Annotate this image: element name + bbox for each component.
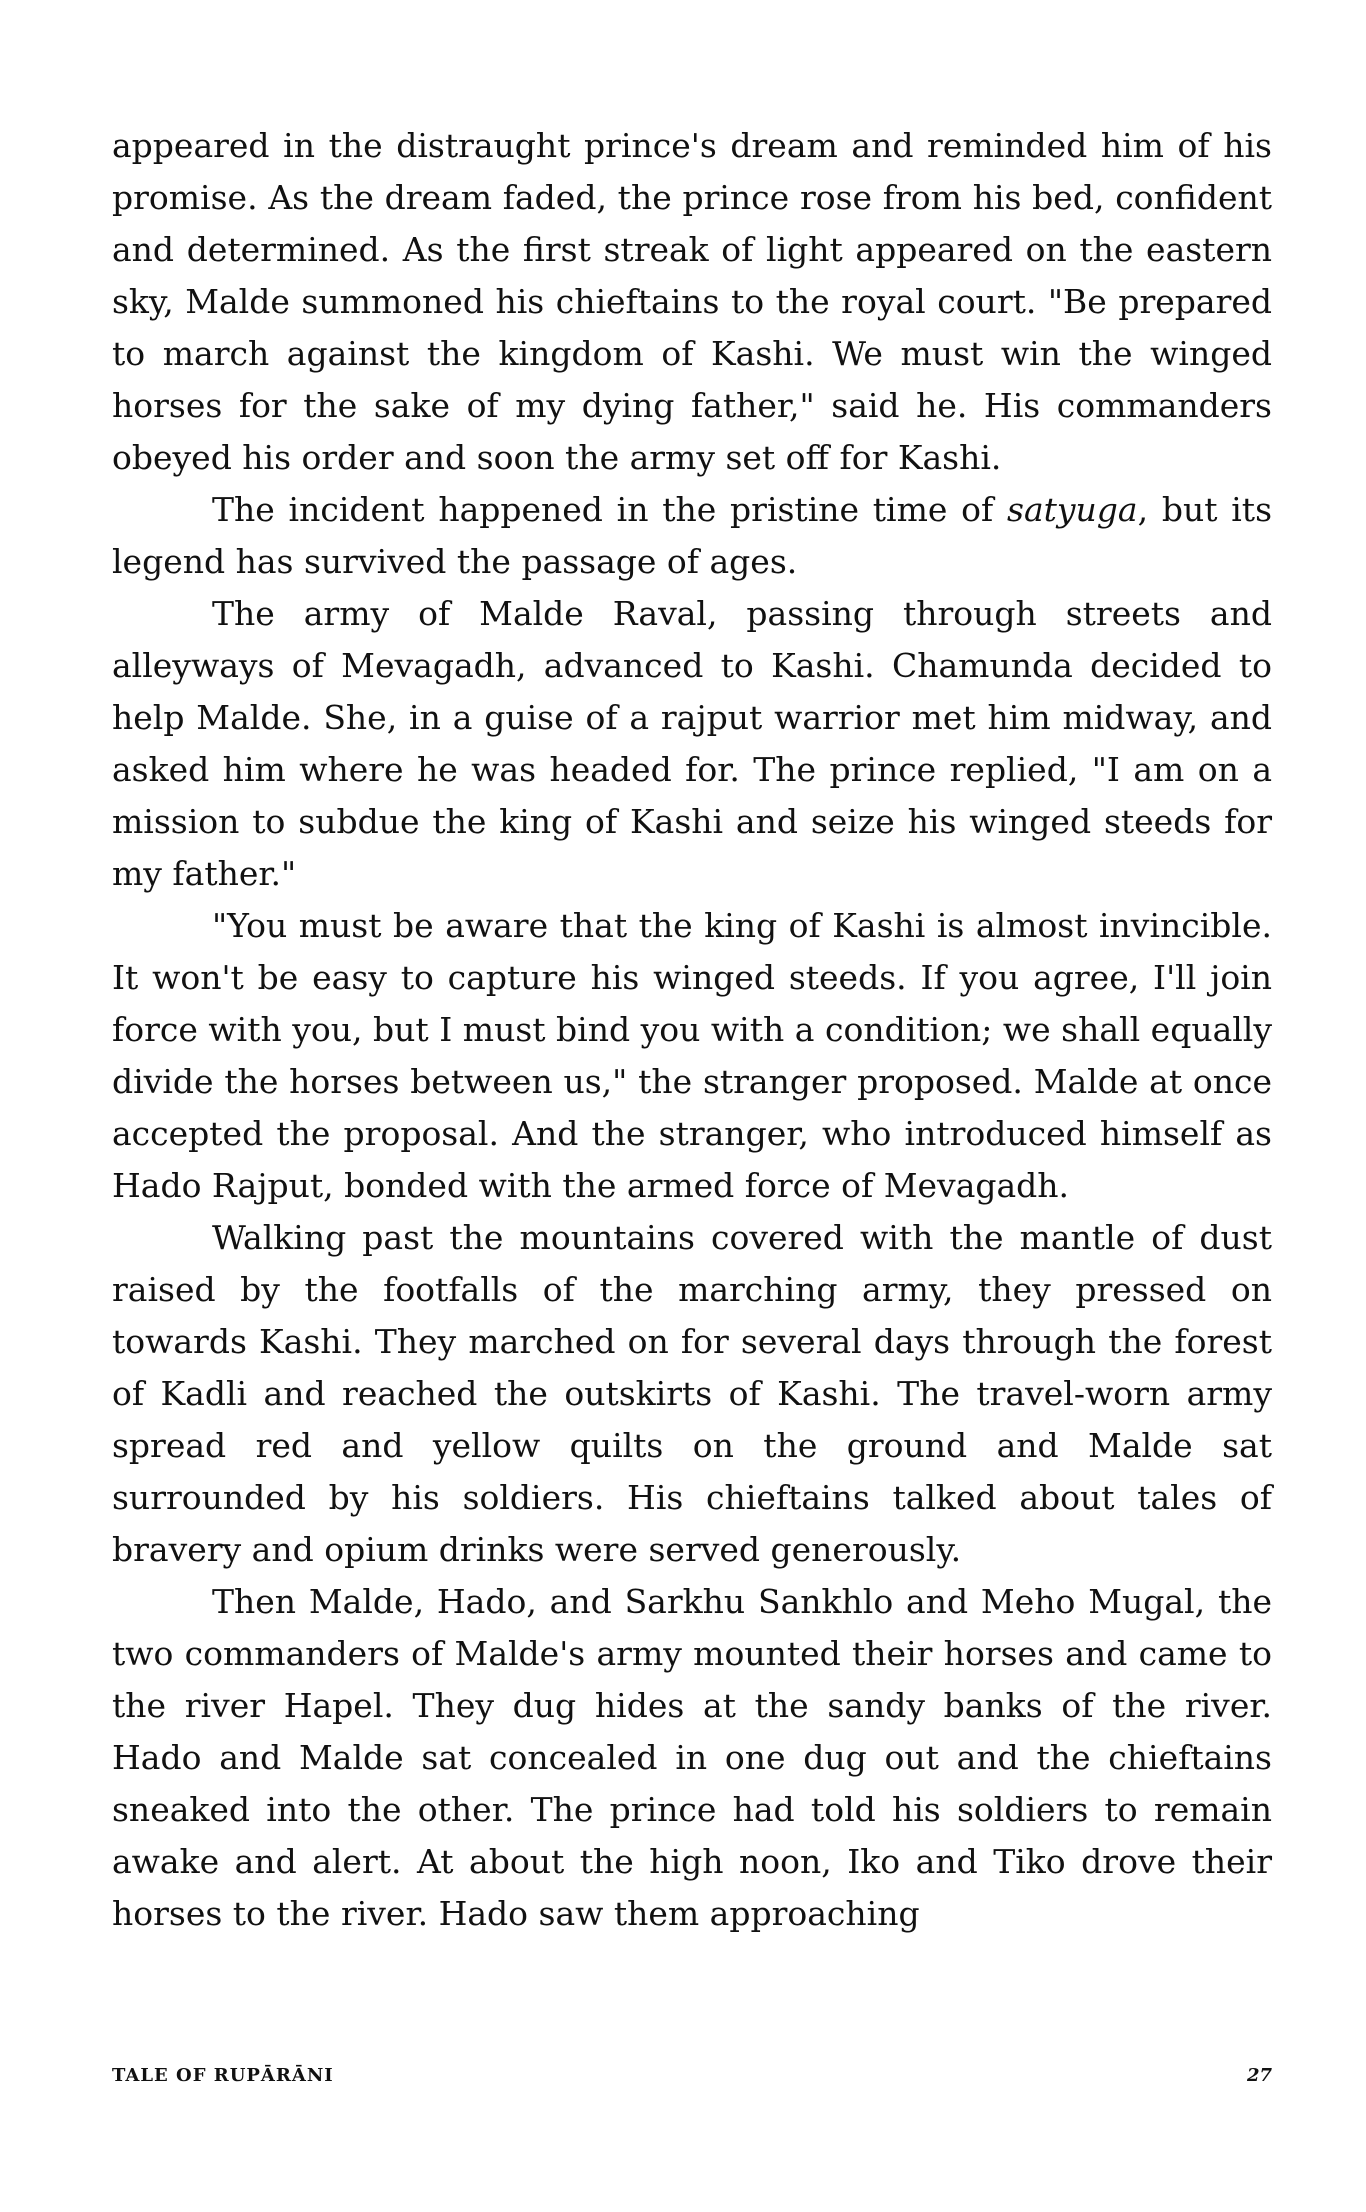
paragraph-4: "You must be aware that the king of Kashi is almost invincible. It won't be easy to capture his winged steeds. If you agree, I'll join force with you, but I must bind you with a condition; we shall equally divide the horses between us," the stranger proposed. Malde at once accepted the proposal. And the stranger, who introduced himself as Hado Rajput, bonded with the armed force of Mevagadh. (112, 906, 1272, 1205)
paragraph-2-text-after: , but its legend has survived the passage of ages. (112, 490, 1272, 581)
paragraph-5: Walking past the mountains covered with the mantle of dust raised by the footfalls of the marching army, they pressed on towards Kashi. They marched on for several days through the forest of Kadli and reached the outskirts of Kashi. The travel-worn army spread red and yellow quilts on the ground and Malde sat surrounded by his soldiers. His chieftains talked about tales of bravery and opium drinks were served generously. (112, 1218, 1272, 1569)
paragraph-2-italic-term: satyuga (1007, 490, 1138, 529)
running-footer-title: TALE OF RUPĀRĀNI (112, 2065, 334, 2086)
paragraph-2-text-before: The incident happened in the pristine time of (212, 490, 1008, 529)
paragraph-1: appeared in the distraught prince's dream and reminded him of his promise. As the dream faded, the prince rose from his bed, confident and determined. As the first streak of light appeared on the eastern sky, Malde summoned his chieftains to the royal court. "Be prepared to march against the kingdom of Kashi. We must win the winged horses for the sake of my dying father," said he. His commanders obeyed his order and soon the army set off for Kashi. (112, 126, 1272, 477)
page-footer (112, 2065, 1272, 2086)
paragraph-6: Then Malde, Hado, and Sarkhu Sankhlo and Meho Mugal, the two commanders of Malde's army mounted their horses and came to the river Hapel. They dug hides at the sandy banks of the river. Hado and Malde sat concealed in one dug out and the chieftains sneaked into the other. The prince had told his soldiers to remain awake and alert. At about the high noon, Iko and Tiko drove their horses to the river. Hado saw them approaching (112, 1582, 1272, 1933)
page-number: 27 (1246, 2065, 1272, 2086)
paragraph-3: The army of Malde Raval, passing through streets and alleyways of Mevagadh, advanced to Kashi. Chamunda decided to help Malde. She, in a guise of a rajput warrior met him midway, and asked him where he was headed for. The prince replied, "I am on a mission to subdue the king of Kashi and seize his winged steeds for my father." (112, 594, 1272, 893)
paragraph-2 (112, 484, 1272, 588)
page-body (112, 120, 1272, 1940)
